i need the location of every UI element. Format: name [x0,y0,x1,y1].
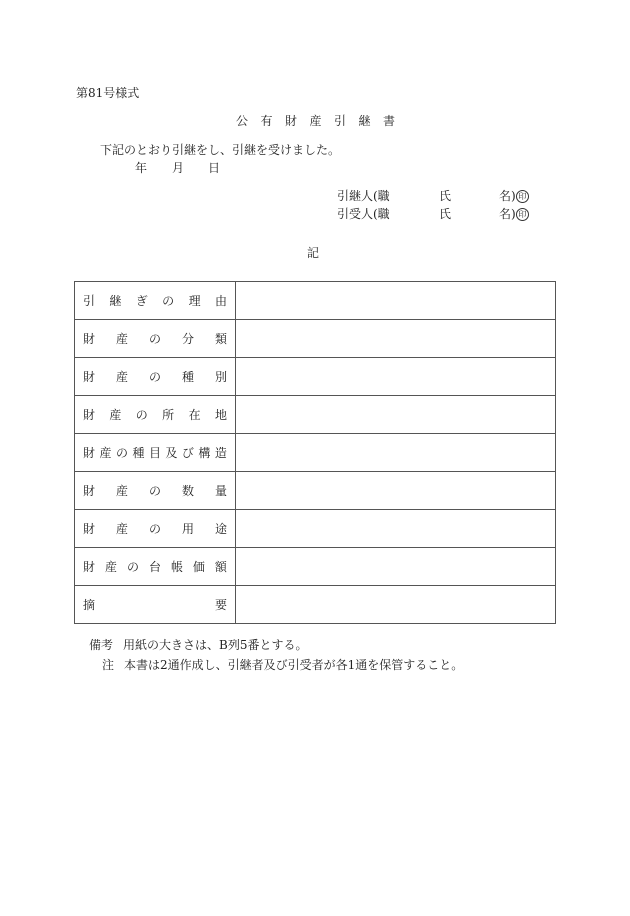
label-char: 産 [115,484,128,498]
label-char: 財 [83,522,96,536]
note-head: 備考 [89,638,114,652]
signature-name-label: 氏 [439,189,452,203]
label-char: 財 [83,332,96,346]
date-line [135,161,220,175]
label-char: 構 [198,446,211,460]
row-value-field[interactable] [236,472,556,510]
ki-label: 記 [307,246,320,260]
label-char: 用 [181,522,194,536]
label-char: の [126,560,139,574]
document-title [236,114,408,128]
label-char: 別 [214,370,227,384]
row-value-field[interactable] [236,548,556,586]
label-char: 目 [148,446,161,460]
label-char: 財 [83,408,96,422]
label-char: 及 [165,446,178,460]
label-char: 造 [214,446,227,460]
title-char: 産 [309,114,322,128]
intro-text: 下記のとおり引継をし、引継を受けました。 [100,143,341,157]
table-row [75,548,556,586]
label-char: 財 [83,370,96,384]
table-row [75,586,556,624]
row-value-field[interactable] [236,282,556,320]
label-char: 途 [214,522,227,536]
label-char: 数 [181,484,194,498]
label-char: 財 [83,446,96,460]
signature-role: 引受人(職 [337,207,390,221]
row-value-field[interactable] [236,358,556,396]
row-label [75,434,236,472]
label-char: 理 [188,294,201,308]
row-label [75,472,236,510]
table-row [75,510,556,548]
label-char: 産 [115,370,128,384]
table-row [75,472,556,510]
signature-role: 引継人(職 [337,189,390,203]
form-number: 第81号様式 [76,86,140,100]
title-char: 書 [383,114,396,128]
row-label [75,282,236,320]
signature-end-label: 名) [499,189,516,203]
row-value-field[interactable] [236,586,556,624]
label-char: 所 [162,408,175,422]
label-char: 財 [83,560,96,574]
label-char: 産 [115,522,128,536]
label-char: 財 [83,484,96,498]
label-char: 種 [181,370,194,384]
label-char: 継 [109,294,122,308]
seal-icon: 印 [516,190,529,203]
row-value-field[interactable] [236,396,556,434]
title-char: 継 [358,114,371,128]
label-char: の [135,408,148,422]
row-label [75,548,236,586]
label-char: 産 [115,332,128,346]
row-value-field[interactable] [236,434,556,472]
signature-end-label: 名) [499,207,516,221]
seal-icon: 印 [516,208,529,221]
label-char: 台 [148,560,161,574]
row-label [75,586,236,624]
date-day: 日 [208,161,221,175]
label-char: の [148,370,161,384]
label-char: 類 [214,332,227,346]
label-char: 引 [83,294,96,308]
property-transfer-table [74,281,556,624]
label-char: び [181,446,194,460]
label-char: 産 [109,408,122,422]
label-char: 額 [214,560,227,574]
label-char: 産 [99,446,112,460]
label-char: の [148,332,161,346]
signature-transferor [337,189,529,203]
table-row [75,358,556,396]
table-row [75,320,556,358]
row-value-field[interactable] [236,510,556,548]
label-char: 種 [132,446,145,460]
label-char: の [148,522,161,536]
note-text: 本書は2通作成し、引継者及び引受者が各1通を保管すること。 [124,658,464,672]
note-text: 用紙の大きさは、B列5番とする。 [123,638,308,652]
title-char: 有 [260,114,273,128]
label-char: 摘 [83,598,96,612]
label-char: 在 [188,408,201,422]
table-row [75,396,556,434]
signature-name-label: 氏 [439,207,452,221]
row-label [75,510,236,548]
row-label [75,396,236,434]
label-char: 地 [214,408,227,422]
label-char: 帳 [170,560,183,574]
label-char: の [115,446,128,460]
label-char: 価 [192,560,205,574]
label-char: ぎ [135,294,148,308]
date-month: 月 [172,161,185,175]
note-caution [102,658,463,672]
label-char: 由 [214,294,227,308]
row-label [75,320,236,358]
label-char: の [148,484,161,498]
note-head: 注 [102,658,115,672]
title-char: 引 [334,114,347,128]
signature-transferee [337,207,529,221]
table-row [75,434,556,472]
title-char: 財 [285,114,298,128]
date-year: 年 [135,161,148,175]
row-value-field[interactable] [236,320,556,358]
label-char: 要 [214,598,227,612]
label-char: 産 [104,560,117,574]
table-row [75,282,556,320]
label-char: 分 [181,332,194,346]
title-char: 公 [236,114,249,128]
note-remarks [89,638,307,652]
label-char: の [162,294,175,308]
label-char: 量 [214,484,227,498]
row-label [75,358,236,396]
